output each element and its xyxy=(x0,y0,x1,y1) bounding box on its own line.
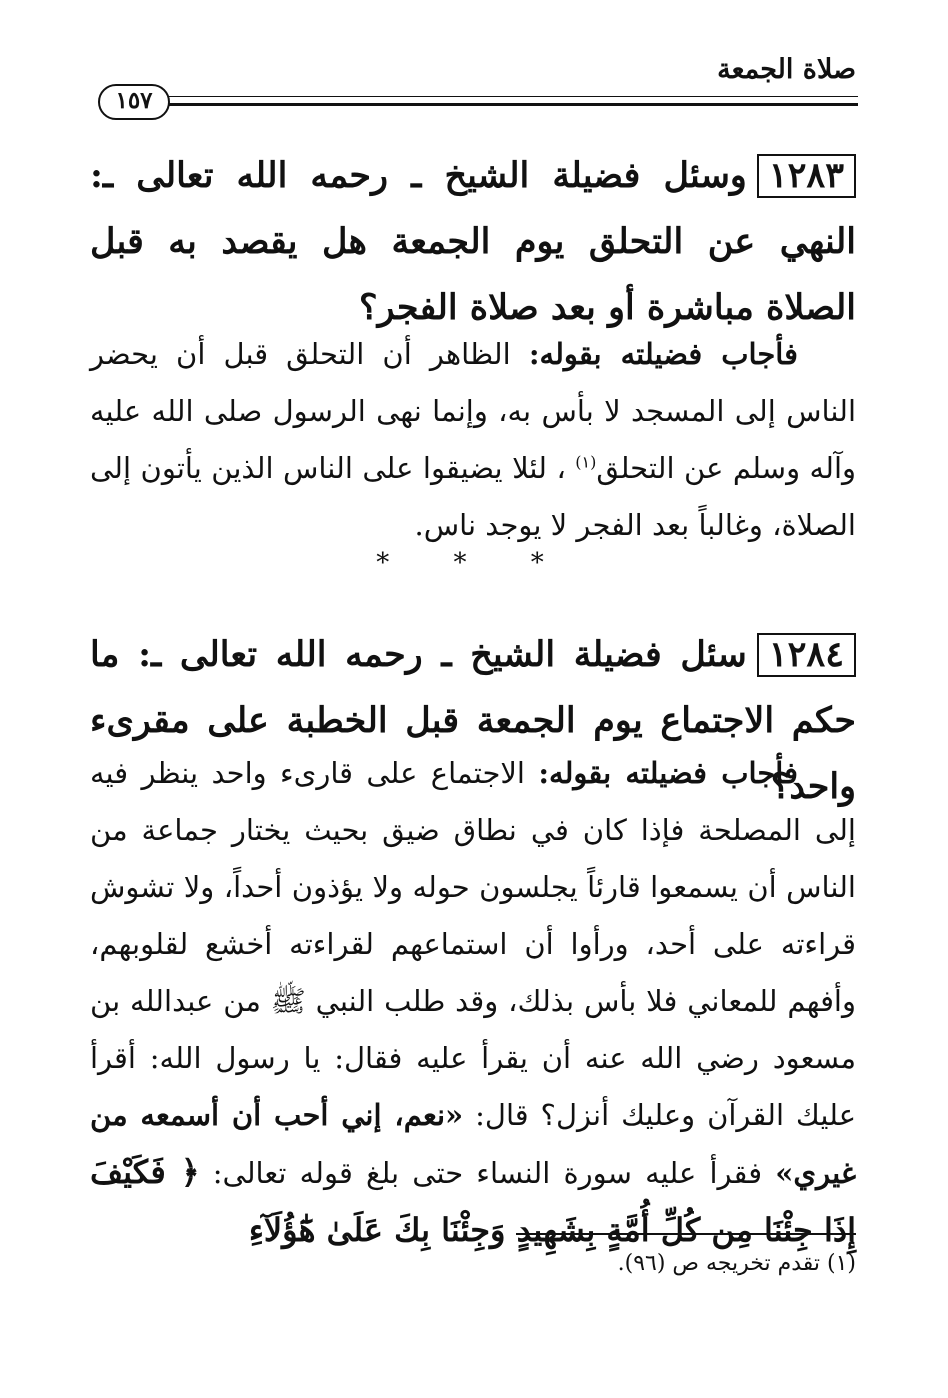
question-1283 xyxy=(90,143,856,341)
answer-text-continued: ، لئلا يضيقوا على الناس الذين يأتون إلى الصلاة، وغالباً بعد الفجر لا يوجد ناس. xyxy=(90,451,856,542)
running-title: صلاة الجمعة xyxy=(717,54,856,85)
footnote-marker: (١) xyxy=(575,452,597,472)
question-number-box: ١٢٨٤ xyxy=(757,633,856,677)
answer-lead: فأجاب فضيلته بقوله: xyxy=(538,756,798,790)
footnote: (١) تقدم تخريجه ص (٩٦). xyxy=(617,1251,856,1276)
answer-1283 xyxy=(90,326,856,554)
answer-lead: فأجاب فضيلته بقوله: xyxy=(528,337,799,371)
question-number-box: ١٢٨٣ xyxy=(757,154,856,198)
answer-text: الاجتماع على قارىء واحد ينظر فيه إلى المصلحة فإذا كان في نطاق ضيق بحيث يختار جماعة من الناس أن يسمعوا قارئاً يجلسون حوله ولا يؤذون أحداً، ولا تشوش قراءته على أحد، ورأوا أن استماعهم لقراءته أخشع لقلوبهم، وأفهم للمعاني فلا بأس بذلك، وقد طلب النبي ﷺ من عبدالله بن مسعود رضي الله عنه أن يقرأ عليه فقال: يا رسول الله: أقرأ عليك القرآن وعليك أنزل؟ قال: xyxy=(90,756,857,1132)
footnote-rule xyxy=(516,1233,856,1235)
header-rule xyxy=(162,96,858,106)
question-text: سئل فضيلة الشيخ ـ رحمه الله تعالى ـ: ما حكم الاجتماع يوم الجمعة قبل الخطبة على مقرىء واحد؟ xyxy=(90,634,856,807)
hadith-quote: «نعم، إني أحب أن أسمعه من غيري» xyxy=(90,1098,856,1190)
section-separator: * * * xyxy=(376,548,572,578)
quran-verse: ﴿ فَكَيْفَ إِذَا جِئْنَا مِن كُلِّ أُمَّةٍ بِشَهِيدٍ وَجِئْنَا بِكَ عَلَىٰ هَٰٓؤُلَآءِ xyxy=(90,1153,856,1249)
answer-text-continued: فقرأ عليه سورة النساء حتى بلغ قوله تعالى: xyxy=(212,1156,763,1190)
page-number: ١٥٧ xyxy=(98,84,170,120)
question-text: وسئل فضيلة الشيخ ـ رحمه الله تعالى ـ: النهي عن التحلق يوم الجمعة هل يقصد به قبل الصلاة مباشرة أو بعد صلاة الفجر؟ xyxy=(90,155,856,328)
answer-1284 xyxy=(90,745,856,1260)
answer-text: الظاهر أن التحلق قبل أن يحضر الناس إلى المسجد لا بأس به، وإنما نهى الرسول صلى الله عليه وآله وسلم عن التحلق xyxy=(90,337,856,485)
